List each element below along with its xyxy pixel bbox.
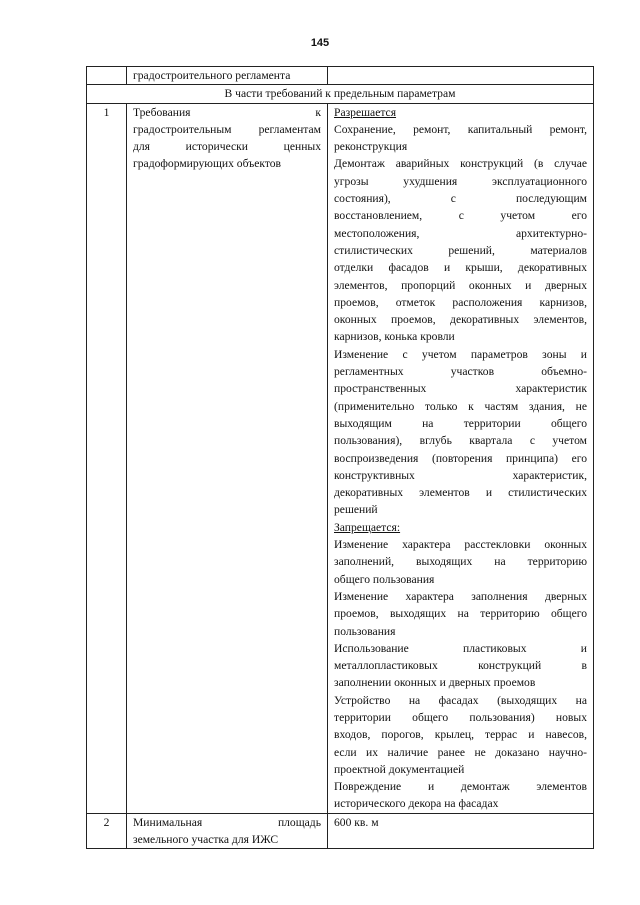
text-line: территории общего пользования) новых xyxy=(334,710,587,724)
text-line: Устройство на фасадах (выходящих на xyxy=(334,693,587,707)
requirement-value-cell: 600 кв. м xyxy=(328,813,594,849)
text-line: Изменение характера заполнения дверных xyxy=(334,589,587,603)
paragraph xyxy=(334,640,587,692)
row-number-cell: 1 xyxy=(87,103,127,813)
text-line: отделки фасадов и крыши, декоративных xyxy=(334,261,587,275)
text-line: реконструкция xyxy=(334,140,408,154)
requirement-value-cell xyxy=(328,103,594,813)
table-row xyxy=(87,813,594,849)
text-line: Изменение с учетом параметров зоны и xyxy=(334,347,587,361)
text-line: входов, порогов, крылец, террас и навесов, xyxy=(334,728,587,742)
text-line: Повреждение и демонтаж элементов xyxy=(334,780,587,794)
text-line: состояния), с последующим xyxy=(334,192,587,206)
text-line: заполнений, выходящих на территорию xyxy=(334,555,587,569)
table-row xyxy=(87,103,594,813)
paragraph xyxy=(334,155,587,345)
text-line: проемов, отметок расположения карнизов, xyxy=(334,295,587,309)
paragraph xyxy=(334,692,587,778)
requirement-name-cell xyxy=(127,813,328,849)
text-line: выходящим на территории общего xyxy=(334,416,587,430)
paragraph xyxy=(334,536,587,588)
text-line: общего пользования xyxy=(334,572,435,586)
text-line: Сохранение, ремонт, капитальный ремонт, xyxy=(334,122,587,136)
text-line: проектной документацией xyxy=(334,762,465,776)
section-row xyxy=(87,85,594,103)
text-line: оконных проемов, декоративных элементов, xyxy=(334,313,587,327)
page-number: 145 xyxy=(310,37,330,49)
text-line: исторического декора на фасадах xyxy=(334,797,499,811)
text-line: пользования xyxy=(334,624,396,638)
text-line: земельного участка для ИЖС xyxy=(133,833,279,847)
text-line: конструктивных характеристик, xyxy=(334,468,587,482)
text-line: стилистических решений, материалов xyxy=(334,243,587,257)
text-line: заполнении оконных и дверных проемов xyxy=(334,676,536,690)
section-heading: В части требований к предельным параметрам xyxy=(87,85,594,103)
text-line: проемов, выходящих на территорию общего xyxy=(334,607,587,621)
text-line: для исторически ценных xyxy=(133,140,321,154)
text-line: элементов, пропорций оконных и дверных xyxy=(334,278,587,292)
paragraph xyxy=(334,778,587,813)
prohibited-heading: Запрещается: xyxy=(334,520,401,534)
table-row xyxy=(87,67,594,85)
text-line: карнизов, конька кровли xyxy=(334,330,455,344)
row-number-cell xyxy=(87,67,127,85)
text-line: пользования), вглубь квартала с учетом xyxy=(334,434,587,448)
text-line: Изменение характера расстекловки оконных xyxy=(334,538,587,552)
text-line: решений xyxy=(334,503,378,517)
row-number-cell: 2 xyxy=(87,813,127,849)
requirement-name-cell: градостроительного регламента xyxy=(127,67,328,85)
text-line: восстановлением, с учетом его xyxy=(334,209,587,223)
text-line: угрозы ухудшения эксплуатационного xyxy=(334,174,587,188)
text-line: местоположения, архитектурно- xyxy=(334,226,587,240)
requirement-value-cell xyxy=(328,67,594,85)
text-line: градостроительным регламентам xyxy=(133,122,321,136)
text-line: Демонтаж аварийных конструкций (в случае xyxy=(334,157,587,171)
requirement-name-cell xyxy=(127,103,328,813)
text-line: если их наличие ранее не доказано научно- xyxy=(334,745,587,759)
regulations-table xyxy=(86,66,594,849)
allowed-list xyxy=(334,121,587,519)
text-line: воспроизведения (повторения принципа) его xyxy=(334,451,587,465)
prohibited-list xyxy=(334,536,587,813)
text-line: Использование пластиковых и xyxy=(334,641,587,655)
text-line: Минимальная площадь xyxy=(133,815,321,829)
text-line: декоративных элементов и стилистических xyxy=(334,486,587,500)
paragraph xyxy=(334,588,587,640)
text-line: металлопластиковых конструкций в xyxy=(334,659,587,673)
text-line: регламентных участков объемно- xyxy=(334,365,587,379)
paragraph xyxy=(334,346,587,519)
text-line: градоформирующих объектов xyxy=(133,157,282,171)
allowed-heading: Разрешается xyxy=(334,105,397,119)
text-line: (применительно только к частям здания, не xyxy=(334,399,587,413)
text-line: Требования к xyxy=(133,105,321,119)
text-line: пространственных характеристик xyxy=(334,382,587,396)
paragraph xyxy=(334,121,587,156)
